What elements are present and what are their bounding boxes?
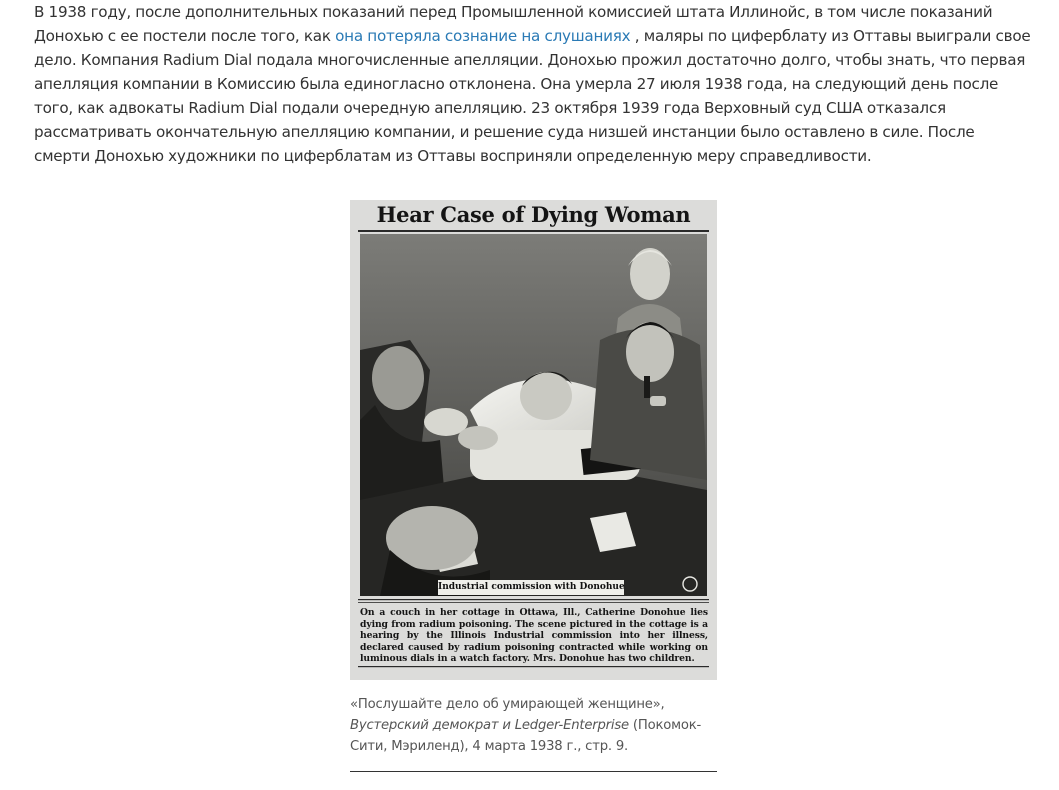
figure-caption bbox=[350, 694, 717, 757]
figure-divider bbox=[350, 771, 717, 772]
paragraph-text-end: , маляры по циферблату из Оттавы выиграли свое дело. Компания Radium Dial подала многочисленные апелляции. Донохью прожил достаточно долго, чтобы знать, что первая апелляция компании в Комиссию была единогласно отклонена. Она умерла 27 июля 1938 года, на следующий день после того, как адвокаты Radium Dial подали очередную апелляцию. 23 октября 1939 года Верховный суд США отказался рассматривать окончательную апелляцию компании, и решение суда низшей инстанции было оставлено в силе. После смерти Донохью художники по циферблатам из Оттавы восприняли определенную меру справедливости. bbox=[34, 27, 1031, 165]
photo-label: Industrial commission with Donohue bbox=[438, 580, 624, 595]
caption-details: (Покомок-Сити, Мэриленд), 4 марта 1938 г., стр. 9. bbox=[350, 718, 702, 754]
paragraph-text-start: В 1938 году, после дополнительных показаний перед Промышленной комиссией штата Иллинойс, в том числе показаний Донохью с ее постели после того, как bbox=[34, 3, 993, 45]
newspaper-clipping-image[interactable] bbox=[350, 200, 717, 680]
fainted-at-hearing-link[interactable]: она потеряла сознание на слушаниях bbox=[335, 27, 631, 45]
caption-source: Вустерский демократ и Ledger-Enterprise bbox=[350, 718, 629, 733]
clipping-headline: Hear Case of Dying Woman bbox=[376, 202, 691, 227]
newspaper-figure bbox=[350, 200, 717, 772]
caption-title: «Послушайте дело об умирающей женщине», bbox=[350, 697, 665, 712]
clipping-caption: On a couch in her cottage in Ottawa, Ill., Catherine Donohue lies dying from radium poisoning. The scene pictured in the cottage is a hearing by the Illinois Industrial commission into her illness, declared caused by radium poisoning contracted while working on luminous dials in a watch factory. Mrs. Donohue has two children. bbox=[360, 607, 708, 665]
article-paragraph bbox=[34, 0, 1034, 168]
